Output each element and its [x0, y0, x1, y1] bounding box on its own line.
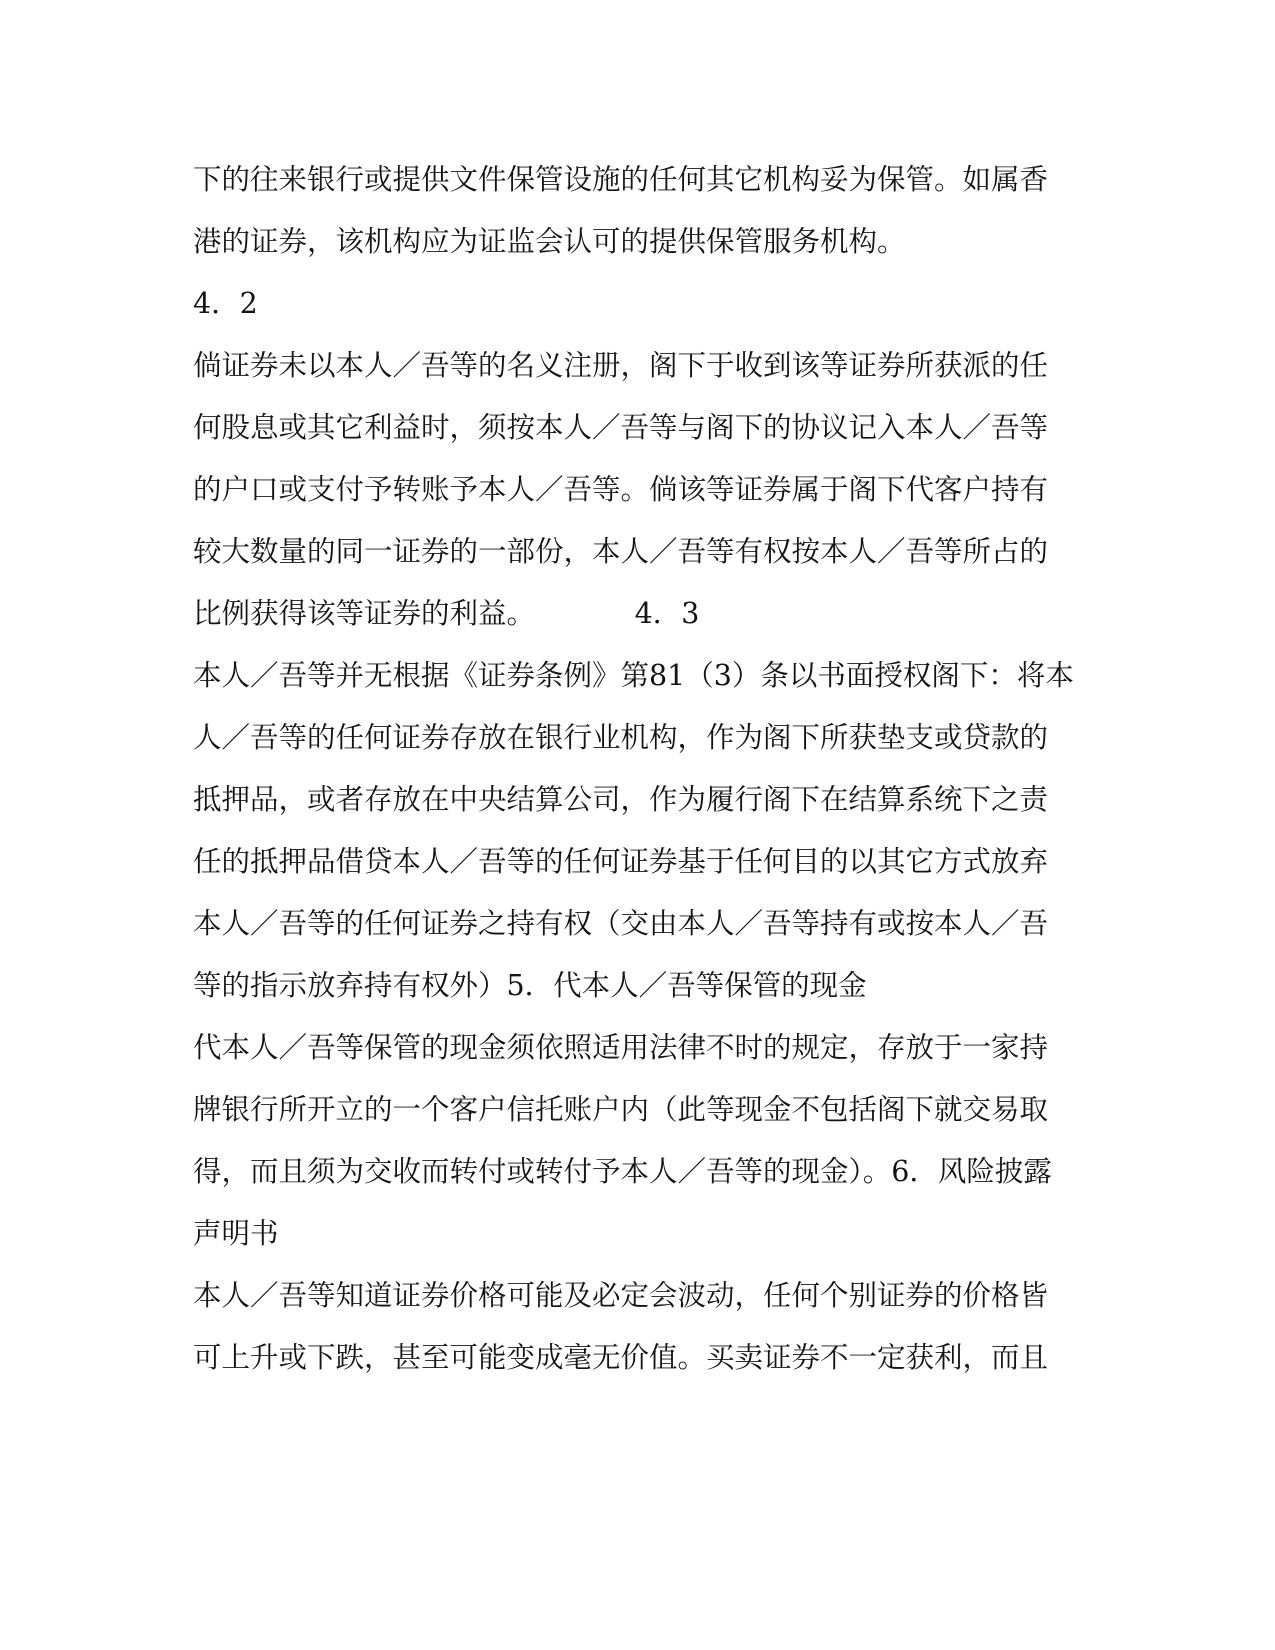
text-line: 倘证券未以本人／吾等的名义注册，阁下于收到该等证券所获派的任: [193, 349, 1049, 382]
text-line: 比例获得该等证券的利益。 4．3: [193, 597, 700, 630]
text-line: 等的指示放弃持有权外）5．代本人／吾等保管的现金: [193, 969, 867, 1002]
text-line: 本人／吾等的任何证券之持有权（交由本人／吾等持有或按本人／吾: [193, 907, 1049, 940]
text-line: 抵押品，或者存放在中央结算公司，作为履行阁下在结算系统下之责: [193, 783, 1049, 816]
text-line: 人／吾等的任何证券存放在银行业机构，作为阁下所获垫支或贷款的: [193, 721, 1049, 754]
text-line: 本人／吾等知道证券价格可能及必定会波动，任何个别证券的价格皆: [193, 1279, 1049, 1312]
text-line: 牌银行所开立的一个客户信托账户内（此等现金不包括阁下就交易取: [193, 1093, 1049, 1126]
text-line: 可上升或下跌，甚至可能变成毫无价值。买卖证券不一定获利，而且: [193, 1341, 1049, 1374]
text-line: 下的往来银行或提供文件保管设施的任何其它机构妥为保管。如属香: [193, 163, 1049, 196]
text-line: 较大数量的同一证券的一部份，本人／吾等有权按本人／吾等所占的: [193, 535, 1049, 568]
text-line: 任的抵押品借贷本人／吾等的任何证券基于任何目的以其它方式放弃: [193, 845, 1049, 878]
text-line: 港的证券，该机构应为证监会认可的提供保管服务机构。: [193, 225, 906, 258]
text-line: 的户口或支付予转账予本人／吾等。倘该等证券属于阁下代客户持有: [193, 473, 1049, 506]
text-line: 代本人／吾等保管的现金须依照适用法律不时的规定，存放于一家持: [193, 1031, 1049, 1064]
text-line: 本人／吾等并无根据《证券条例》第81（3）条以书面授权阁下：将本: [193, 659, 1074, 692]
text-line: 何股息或其它利益时，须按本人／吾等与阁下的协议记入本人／吾等: [193, 411, 1049, 444]
text-line: 得，而且须为交收而转付或转付予本人／吾等的现金）。6．风险披露: [193, 1155, 1052, 1188]
text-line: 声明书: [193, 1217, 279, 1250]
section-number: 4．2: [193, 287, 258, 320]
